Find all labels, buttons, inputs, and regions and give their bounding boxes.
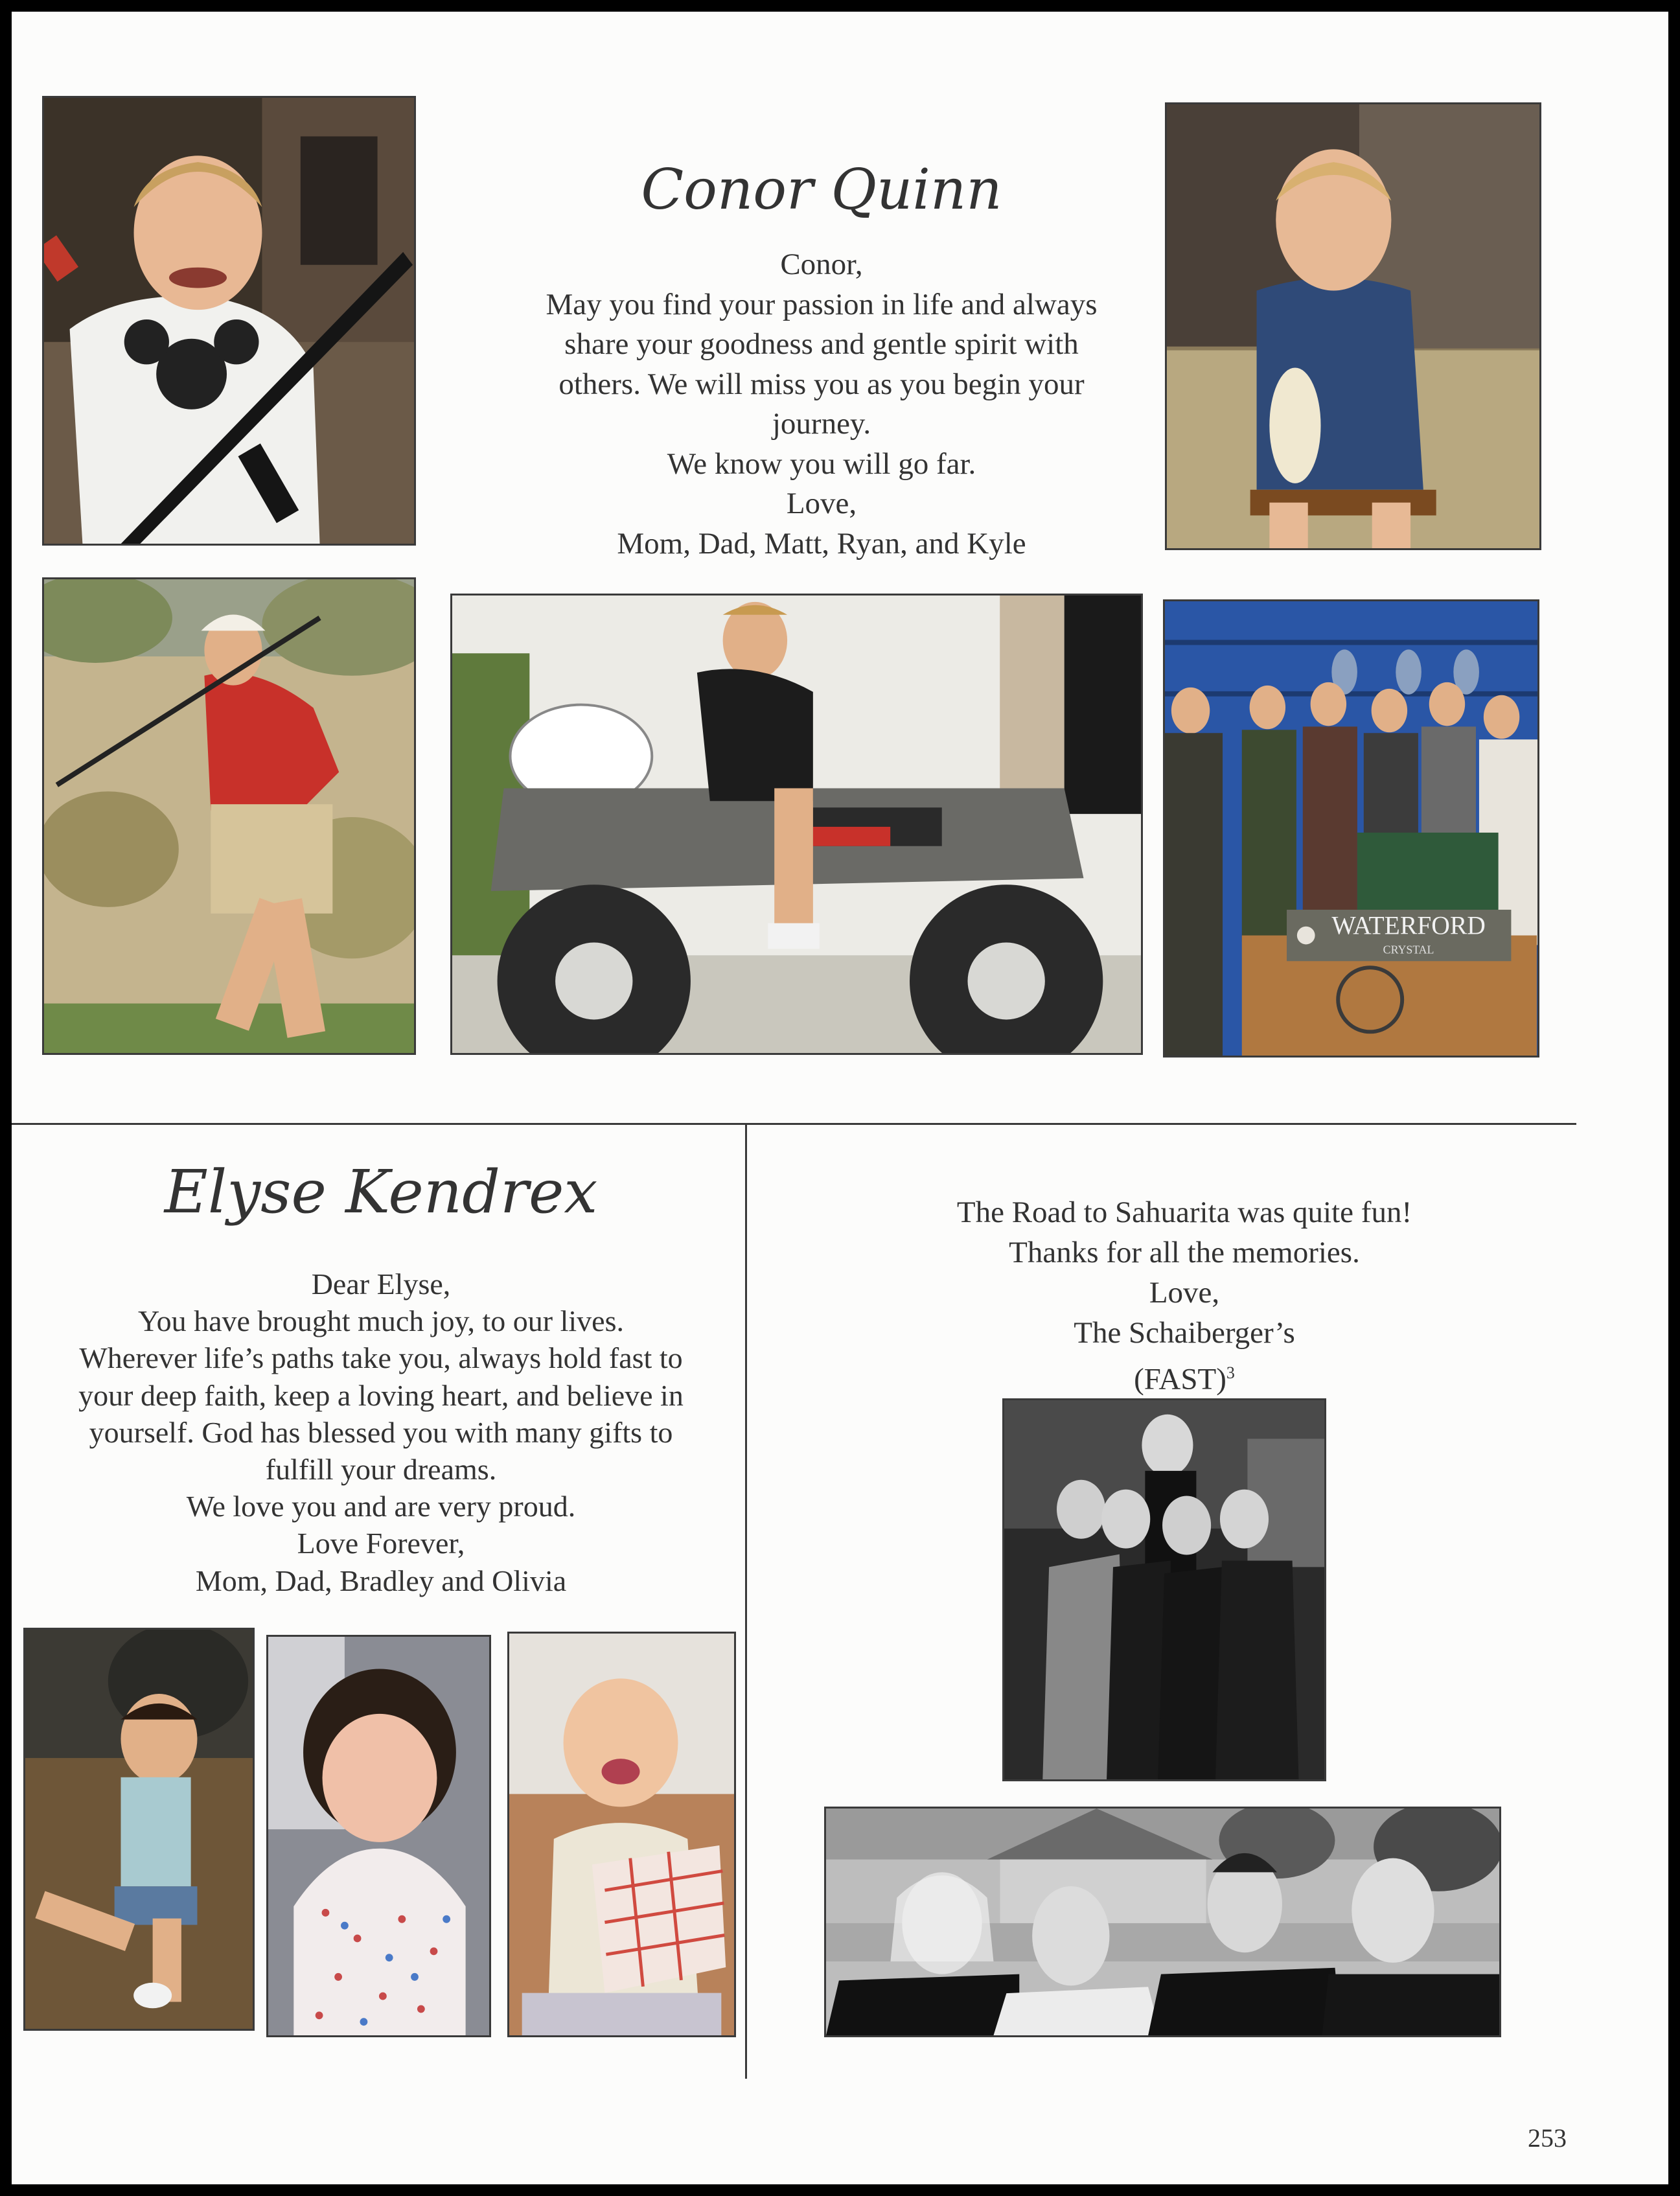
elyse-message-line: Wherever life’s paths take you, always hold fast to (79, 1341, 683, 1375)
conor-message-line: Conor, (780, 248, 863, 281)
photo-baby-with-blanket (507, 1632, 736, 2037)
conor-message-line: Mom, Dad, Matt, Ryan, and Kyle (617, 526, 1026, 561)
elyse-message (25, 1266, 737, 1599)
conor-message-line: May you find your passion in life and always (546, 287, 1098, 321)
fast-text: (FAST) (1134, 1362, 1226, 1396)
elyse-message-line: Mom, Dad, Bradley and Olivia (195, 1564, 567, 1597)
conor-message (465, 245, 1178, 564)
page-number: 253 (1528, 2123, 1567, 2153)
photo-four-girls-bw (824, 1807, 1501, 2037)
vertical-divider (745, 1124, 747, 2079)
photo-boy-with-toy-gun (42, 96, 416, 546)
yearbook-page (12, 12, 1668, 2184)
photo-group-waterford (1163, 599, 1539, 1058)
friends-message-line (867, 1353, 1502, 1400)
elyse-message-line: We love you and are very proud. (186, 1490, 576, 1523)
fast-exponent: 3 (1226, 1363, 1235, 1382)
friends-message-line: The Schaiberger’s (1074, 1316, 1295, 1350)
photo-toddler-in-overalls (1165, 102, 1541, 550)
waterford-sign-text: WATERFORD (1331, 911, 1486, 940)
conor-message-line: journey. (772, 407, 871, 441)
photo-boy-on-atv (450, 594, 1143, 1055)
conor-message-line: We know you will go far. (667, 446, 976, 481)
friends-message (867, 1192, 1502, 1400)
photo-friends-group-bw (1002, 1398, 1326, 1781)
waterford-sign-subtext: CRYSTAL (1383, 943, 1434, 956)
horizontal-divider (12, 1123, 1576, 1125)
friends-message-line: The Road to Sahuarita was quite fun! (956, 1196, 1412, 1229)
conor-name-title: Conor Quinn (641, 157, 1002, 222)
elyse-message-line: fulfill your dreams. (265, 1453, 497, 1486)
friends-message-line: Love, (1149, 1276, 1220, 1310)
photo-golfer (42, 577, 416, 1055)
elyse-message-line: your deep faith, keep a loving heart, and believe in (78, 1378, 684, 1412)
elyse-message-line: yourself. God has blessed you with many gifts to (89, 1415, 673, 1449)
photo-toddler-sitting (23, 1628, 255, 2031)
elyse-message-line: Dear Elyse, (311, 1267, 451, 1300)
elyse-name-title: Elyse Kendrex (164, 1157, 598, 1227)
elyse-message-line: Love Forever, (297, 1527, 465, 1560)
friends-message-line: Thanks for all the memories. (1009, 1236, 1360, 1269)
photo-girl-floral-shirt (266, 1635, 491, 2037)
elyse-message-line: You have brought much joy, to our lives. (137, 1304, 624, 1338)
conor-message-line: Love, (786, 487, 857, 520)
conor-message-line: others. We will miss you as you begin your (558, 367, 1085, 401)
conor-message-line: share your goodness and gentle spirit with (564, 327, 1079, 361)
